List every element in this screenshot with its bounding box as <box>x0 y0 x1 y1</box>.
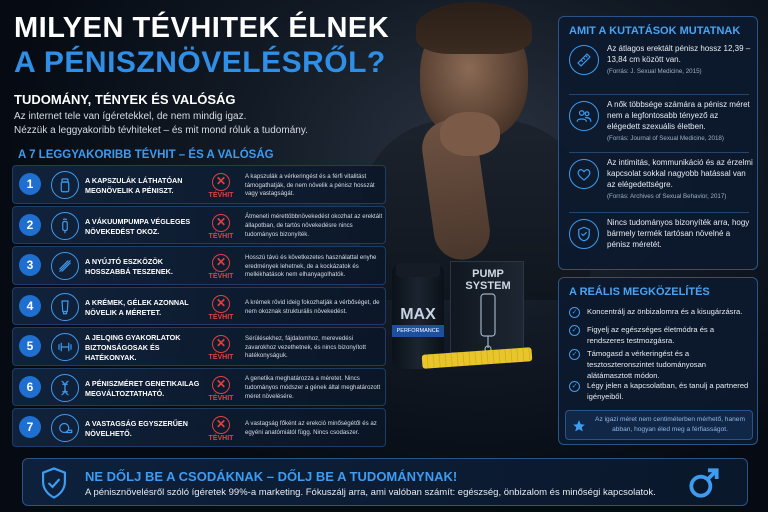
quote-box <box>565 410 753 440</box>
divider <box>569 212 749 213</box>
myth-text: A PÉNISZMÉRET GENETIKAILAG MEGVÁLTOZTATHATÓ. <box>85 378 200 398</box>
dumbbell-icon <box>51 333 79 361</box>
myth-verdict <box>201 250 241 284</box>
verdict-label: TÉVHIT <box>208 313 234 321</box>
banner-text: A pénisznövelésről szóló ígéretek 99%-a marketing. Fókuszálj arra, ami valóban számít: egészség, önbizalom és minőségi kapcsolatok. <box>85 487 656 498</box>
approach-text: Figyelj az egészséges életmódra és a rendszeres testmozgásra. <box>587 325 715 345</box>
page-title-line1: MILYEN TÉVHITEK ÉLNEK <box>14 12 390 44</box>
research-text-block <box>607 99 753 143</box>
myth-row <box>12 206 386 245</box>
reality-text: A genetika meghatározza a méretet. Nincs tudományos módszer a gének által meghatározott méret növelésére. <box>245 375 381 400</box>
research-source: (Forrás: Archives of Sexual Behavior, 2017) <box>607 193 727 200</box>
man-hand <box>440 112 500 156</box>
pump-cylinder-icon <box>451 262 525 354</box>
myths-title: A 7 LEGGYAKORIBB TÉVHIT – ÉS A VALÓSÁG <box>18 149 274 161</box>
check-icon: ✓ <box>569 325 580 336</box>
research-text: Nincs tudományos bizonyíték arra, hogy bármely termék tartósan növelné a pénisz méretét. <box>607 218 750 249</box>
myth-text: A VÁKUUMPUMPA VÉGLEGES NÖVEKEDÉST OKOZ. <box>85 216 191 236</box>
reality-text: Sérülésekhez, fájdalomhoz, merevedési zavarokhoz vezethetnek, és nincs bizonyított hatékonyságuk. <box>245 334 366 360</box>
check-icon: ✓ <box>569 349 580 360</box>
reality-text: A krémek rövid ideig fokozhatják a vérbőséget, de nem okoznak strukturális növekedést. <box>245 298 380 315</box>
reality-text: A vastagság főként az erekció minőségétől és az egyéni anatómiától függ. Nincs csodaszer. <box>245 420 377 436</box>
myth-verdict <box>201 331 241 365</box>
myth-text: A KAPSZULÁK LÁTHATÓAN MEGNÖVELIK A PÉNISZT. <box>85 176 183 195</box>
myth-row <box>12 165 386 204</box>
research-source: (Forrás: Journal of Sexual Medicine, 2018) <box>607 135 724 142</box>
heart-icon <box>569 159 599 189</box>
verdict-label: TÉVHIT <box>208 232 234 240</box>
myth-number: 1 <box>19 173 41 195</box>
myth-verdict <box>201 169 241 203</box>
divider <box>569 94 749 95</box>
x-circle-icon: ✕ <box>212 254 230 272</box>
approach-text: Légy jelen a kapcsolatban, és tanulj a partnered igényeiből. <box>587 381 749 401</box>
intro-line1: Az internet tele van ígéretekkel, de nem mindig igaz. <box>14 111 247 122</box>
page-title-line2: A PÉNISZNÖVELÉSRŐL? <box>14 46 386 79</box>
myth-row <box>12 408 386 447</box>
research-text: A nők többsége számára a pénisz méret nem a legfontosabb tényező az elégedett szexuális életben. <box>607 100 750 131</box>
myth-number: 6 <box>19 376 41 398</box>
myth-text: A VASTAGSÁG EGYSZERŰEN NÖVELHETŐ. <box>85 419 188 438</box>
star-icon <box>572 419 586 433</box>
approach-text: Koncentrálj az önbizalomra és a kisugárzásra. <box>587 307 743 316</box>
approach-text: Támogasd a vérkeringést és a tesztoszteronszintet tudományosan alátámasztott módon. <box>587 349 707 380</box>
myth-verdict <box>201 210 241 244</box>
check-icon: ✓ <box>569 381 580 392</box>
male-symbol-icon <box>685 464 723 502</box>
x-circle-icon: ✕ <box>212 173 230 191</box>
pump-box <box>450 261 524 353</box>
approach-panel <box>558 277 758 445</box>
shield-check-icon <box>39 466 69 500</box>
check-icon: ✓ <box>569 307 580 318</box>
reality-text: A kapszulák a vérkeringést és a férfi vitalitást támogathatják, de nem növelik a pénisz hosszát vagy vastagságát. <box>245 172 375 198</box>
banner-title: NE DŐLJ BE A CSODÁKNAK – DŐLJ BE A TUDOMÁNYNAK! <box>85 469 458 484</box>
myth-number: 3 <box>19 254 41 276</box>
page-subtitle: TUDOMÁNY, TÉNYEK ÉS VALÓSÁG <box>14 92 236 107</box>
jar-sub-label: PERFORMANCE <box>392 325 444 337</box>
myth-text: A NYÚJTÓ ESZKÖZÖK HOSSZABBÁ TESZENEK. <box>85 257 173 276</box>
cream-tube-icon <box>51 293 79 321</box>
x-circle-icon: ✕ <box>212 335 230 353</box>
quote-text: Az igazi méret nem centiméterben mérhető, hanem abban, hogyan éled meg a férfiasságot. <box>595 416 745 433</box>
verdict-label: TÉVHIT <box>208 273 234 280</box>
approach-title: A REÁLIS MEGKÖZELÍTÉS <box>569 286 710 298</box>
myth-list <box>12 165 386 447</box>
verdict-label: TÉVHIT <box>208 435 234 442</box>
divider <box>569 152 749 153</box>
reality-text: Hosszú távú és következetes használattal enyhe eredmények lehetnek, de a kockázatok és mellékhatások nem elhanyagolhatók. <box>245 253 377 279</box>
myth-row <box>12 287 386 326</box>
extender-device-icon <box>51 252 79 280</box>
x-circle-icon: ✕ <box>212 295 230 313</box>
reality-text: Átmeneti mérettöbbnövekedést okozhat az erektált állapotban, de tartós növekedésre nincs tudományos bizonyíték. <box>245 213 383 238</box>
people-icon <box>569 101 599 131</box>
myth-verdict <box>201 291 241 325</box>
verdict-label: TÉVHIT <box>208 192 234 199</box>
products-image <box>392 255 542 385</box>
myth-row <box>12 246 386 285</box>
jar-lid <box>396 263 440 277</box>
research-text: Az intimitás, kommunikáció és az érzelmi kapcsolat sokkal nagyobb hatással van az elégedettségre. <box>607 158 753 189</box>
pump-box-title-line2: SYSTEM <box>465 280 511 292</box>
x-circle-icon: ✕ <box>212 416 230 434</box>
myths-section <box>12 145 386 451</box>
research-source: (Forrás: J. Sexual Medicine, 2015) <box>607 68 702 75</box>
research-title: AMIT A KUTATÁSOK MUTATNAK <box>569 25 741 37</box>
myth-number: 4 <box>19 295 41 317</box>
research-text-block <box>607 43 753 76</box>
research-text-block <box>607 157 753 201</box>
vacuum-pump-icon <box>51 212 79 240</box>
intro-line2: Nézzük a leggyakoribb tévhiteket – és mit mond róluk a tudomány. <box>14 125 308 136</box>
tape-measure-icon <box>51 414 79 442</box>
pump-box-title-line1: PUMP <box>472 268 504 280</box>
verdict-label: TÉVHIT <box>208 354 234 361</box>
myth-number: 5 <box>19 335 41 357</box>
dna-icon <box>51 374 79 402</box>
myth-verdict <box>201 372 241 406</box>
ruler-icon <box>569 45 599 75</box>
myth-row <box>12 327 386 366</box>
myth-verdict <box>201 412 241 446</box>
research-text: Az átlagos erektált pénisz hossz 12,39 – 13,84 cm között van. <box>607 44 751 64</box>
research-text-block <box>607 217 753 250</box>
x-circle-icon: ✕ <box>212 376 230 394</box>
x-circle-icon: ✕ <box>212 214 230 232</box>
jar-brand: MAX <box>400 306 436 323</box>
shield-check-icon <box>569 219 599 249</box>
myth-text: A JELQING GYAKORLATOK BIZTONSÁGOSAK ÉS HATÉKONYAK. <box>85 333 181 362</box>
pill-bottle-icon <box>51 171 79 199</box>
bottom-banner <box>22 458 748 506</box>
myth-number: 7 <box>19 416 41 438</box>
intro-text <box>14 110 344 138</box>
man-hair <box>416 2 532 54</box>
myth-number: 2 <box>19 214 41 236</box>
verdict-label: TÉVHIT <box>208 394 234 402</box>
research-panel <box>558 16 758 270</box>
myth-row <box>12 368 386 407</box>
myth-text: A KRÉMEK, GÉLEK AZONNAL NÖVELIK A MÉRETET. <box>85 297 189 317</box>
